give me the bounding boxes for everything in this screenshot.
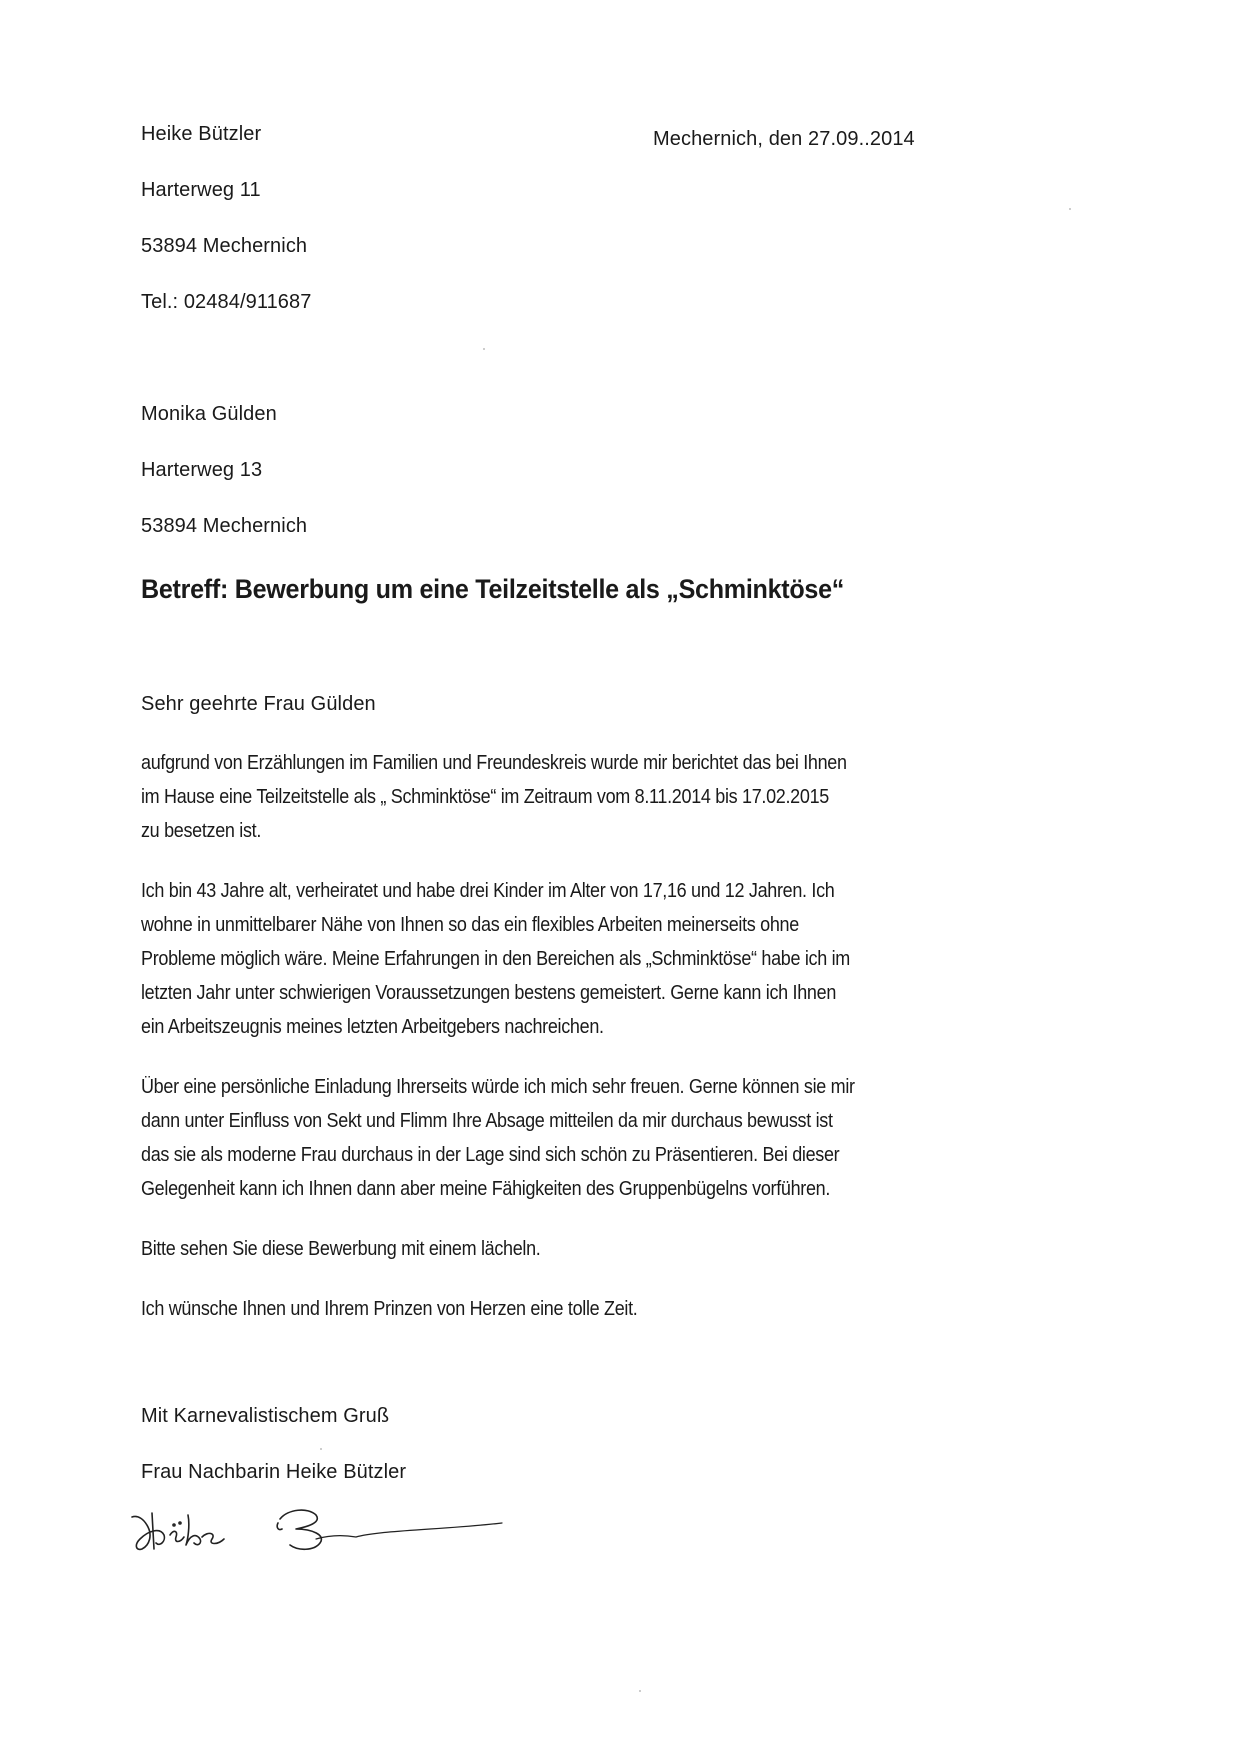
body-line: wohne in unmittelbarer Nähe von Ihnen so das ein flexibles Arbeiten meinerseits ohne bbox=[141, 914, 799, 936]
body-line: im Hause eine Teilzeitstelle als „ Schminktöse“ im Zeitraum vom 8.11.2014 bis 17.02.2015 bbox=[141, 786, 829, 808]
body-line: ein Arbeitszeugnis meines letzten Arbeitgebers nachreichen. bbox=[141, 1016, 604, 1038]
recipient-street: Harterweg 13 bbox=[141, 459, 263, 481]
signer-name: Frau Nachbarin Heike Bützler bbox=[141, 1461, 407, 1483]
body-line: letzten Jahr unter schwierigen Voraussetzungen bestens gemeistert. Gerne kann ich Ihnen bbox=[141, 982, 837, 1004]
body-line: aufgrund von Erzählungen im Familien und Freundeskreis wurde mir berichtet das bei Ihnen bbox=[141, 752, 847, 774]
sender-name: Heike Bützler bbox=[141, 123, 262, 145]
closing: Mit Karnevalistischem Gruß bbox=[141, 1405, 390, 1427]
scan-speck bbox=[320, 1448, 322, 1450]
body-paragraph-5 bbox=[141, 1292, 1181, 1326]
place-date: Mechernich, den 27.09..2014 bbox=[653, 128, 915, 150]
body-line: Über eine persönliche Einladung Ihrerseits würde ich mich sehr freuen. Gerne können sie mir bbox=[141, 1076, 855, 1098]
salutation: Sehr geehrte Frau Gülden bbox=[141, 693, 376, 715]
subject-line: Betreff: Bewerbung um eine Teilzeitstelle als „Schminktöse“ bbox=[141, 574, 845, 604]
body-line: dann unter Einfluss von Sekt und Flimm Ihre Absage mitteilen da mir durchaus bewusst ist bbox=[141, 1110, 833, 1132]
body-line: Bitte sehen Sie diese Bewerbung mit einem lächeln. bbox=[141, 1238, 541, 1260]
scan-speck bbox=[1069, 208, 1071, 210]
body-paragraph-4 bbox=[141, 1232, 1181, 1266]
body-paragraph-1 bbox=[141, 746, 1181, 848]
recipient-city: 53894 Mechernich bbox=[141, 515, 308, 537]
recipient-name: Monika Gülden bbox=[141, 403, 277, 425]
body-line: das sie als moderne Frau durchaus in der Lage sind sich schön zu Präsentieren. Bei dieser bbox=[141, 1144, 840, 1166]
body-line: Gelegenheit kann ich Ihnen dann aber meine Fähigkeiten des Gruppenbügelns vorführen. bbox=[141, 1178, 831, 1200]
sender-phone: Tel.: 02484/911687 bbox=[141, 291, 312, 313]
sender-city: 53894 Mechernich bbox=[141, 235, 308, 257]
body-line: Ich wünsche Ihnen und Ihrem Prinzen von Herzen eine tolle Zeit. bbox=[141, 1298, 638, 1320]
body-line: Probleme möglich wäre. Meine Erfahrungen in den Bereichen als „Schminktöse“ habe ich im bbox=[141, 948, 850, 970]
body-line: zu besetzen ist. bbox=[141, 820, 262, 842]
body-paragraph-3 bbox=[141, 1070, 1181, 1206]
scan-speck bbox=[483, 348, 485, 350]
body-paragraph-2 bbox=[141, 874, 1181, 1044]
scan-speck bbox=[639, 1690, 641, 1692]
sender-street: Harterweg 11 bbox=[141, 179, 261, 201]
body-line: Ich bin 43 Jahre alt, verheiratet und habe drei Kinder im Alter von 17,16 und 12 Jahren. Ich bbox=[141, 880, 835, 902]
handwritten-signature bbox=[130, 1505, 510, 1555]
